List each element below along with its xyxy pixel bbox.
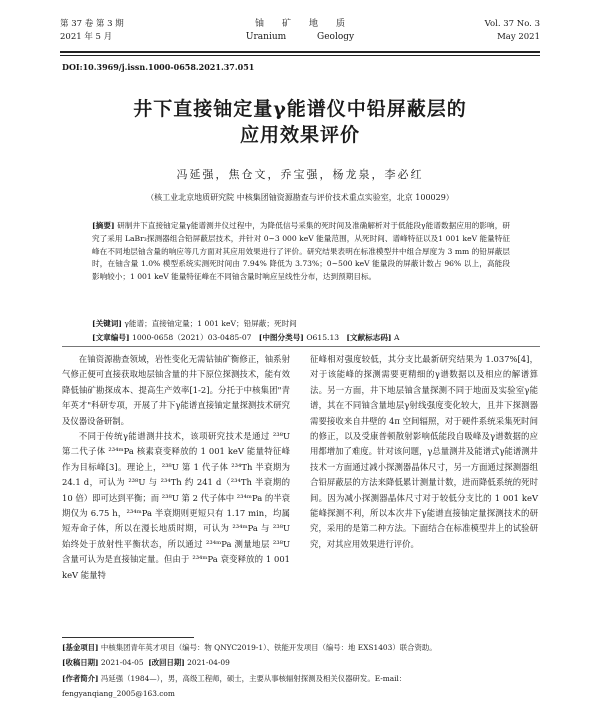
- journal-name-zh: 铀矿地质: [254, 19, 363, 29]
- doi: DOI:10.3969/j.issn.1000-0658.2021.37.051: [62, 62, 255, 72]
- author-email: fengyanqiang_2005@163.com: [62, 689, 175, 699]
- keywords-label: [关键词]: [92, 319, 122, 328]
- abstract-divider: [62, 346, 540, 347]
- author-bio-label: [作者简介]: [62, 673, 99, 683]
- header-right: [485, 18, 540, 44]
- revised-date: 2021-04-09: [187, 658, 230, 668]
- keywords: [92, 318, 510, 331]
- body-paragraph: 在铀资源勘查领域，岩性变化无需钻铀矿衡修正，铀系射气修正便可直接获取地层铀含量的井下原位探测技术，能有效降低铀矿勘探成本、提高生产效率[1-2]。分托于中核集团"青年英才"科研专项，开展了井下γ能谱直接铀定量探测技术研究及仪器设备研制。: [62, 354, 290, 426]
- date-zh: 2021 年 5 月: [60, 32, 113, 42]
- article-number-label: [文章编号]: [92, 333, 130, 342]
- author-list: 冯延强，焦仓文，乔宝强，杨龙泉，李必红: [176, 168, 424, 181]
- dates-note: [62, 655, 540, 670]
- body-paragraph: 不同于传统γ能谱测井技术，该项研究技术是通过 ²³⁸U 第二代子体 ²³⁴ᵐPa 核素衰变释放的 1 001 keV 能量特征峰作为目标峰[3]。理论上，²³⁸U 第 1 代子体 ²³⁴Th 半衰期为 24.1 d，可认为 ²³⁸U 与 ²³⁴Th 约 241 d（²³⁴Th 半衰期的 10 倍）即可达到平衡；而 ²³⁸U 第 2 代子体中 ²³⁴ᵐPa 的半衰期仅为 6.75 h，²³⁴ᵐPa 半衰期则更短只有 1.17 min，均属短寿命子体，所以在漫长地质时期，可认为 ²³⁴ᵐPa 与 ²³⁸U 始终处于放射性平衡状态，所以通过 ²³⁴ᵐPa 测量地层 ²³⁸U 含量可认为是直接铀定量。但由于 ²³⁴ᵐPa 衰变释放的 1 001 keV 能量特: [62, 431, 290, 580]
- funding-label: [基金项目]: [62, 643, 99, 652]
- abstract-text: 研制井下直接铀定量γ能谱测井仪过程中，为降低信号采集的死时间及准确解析对于低能段γ能谱数据应用的影响，研究了采用 LaBr₃探测器组合铅屏蔽层技术，并针对 0~3 000 keV 能量范围，从死时间、谱峰特征以及1 001 keV 能量特征峰在不同地层铀含量的响应等几方面对其应用效果进行了评价。研究结果表明在标准模型井中组合厚度为 3 mm 的铅屏蔽层时，在铀含量 1.0% 模型系统实测死时间由 7.94% 降低为 3.73%；0~500 keV 能量段的屏蔽计数占 96% 以上，高能段影响较小；1 001 keV 能量特征峰在不同铀含量时响应呈线性分布，达到预期目标。: [92, 221, 510, 282]
- title-line-2: 应用效果评价: [239, 124, 360, 146]
- doc-code-label: [文献标志码]: [346, 333, 392, 342]
- header-rule-thick: [60, 51, 540, 53]
- clc-number: O615.13: [306, 333, 340, 342]
- received-label: [收稿日期]: [62, 658, 99, 668]
- running-header: [60, 18, 540, 50]
- title-line-1: 井下直接铀定量γ能谱仪中铅屏蔽层的: [133, 98, 467, 120]
- doc-code: A: [393, 333, 400, 342]
- footnote-rule: [62, 637, 194, 638]
- revised-label: [改回日期]: [148, 658, 185, 668]
- funding-text: 中核集团青年英才项目（编号：物 QNYC2019-1）、铁能开发项目（编号：地 EXS1403）联合资助。: [100, 643, 437, 652]
- body-column-left: [62, 352, 290, 583]
- clc-label: [中图分类号]: [258, 333, 304, 342]
- keywords-text: γ能谱；直接铀定量；1 001 keV；铅屏蔽；死时间: [124, 319, 297, 328]
- paper-title: [60, 96, 540, 148]
- volume-zh: 第 37 卷 第 3 期: [60, 19, 124, 29]
- classification: [92, 332, 510, 345]
- article-number: 1000-0658（2021）03-0485-07: [131, 333, 252, 342]
- date-en: May 2021: [497, 32, 540, 42]
- abstract: [92, 220, 510, 284]
- header-center: [60, 18, 540, 44]
- received-date: 2021-04-05: [100, 658, 144, 668]
- body-paragraph: 征峰相对强度较低，其分支比最新研究结果为 1.037%[4]，对于该能峰的探测需要更精细的γ谱数据以及相应的解谱算法。另一方面，井下地层铀含量探测不同于地面及实验室γ能谱，其在不同铀含量地层γ射线强度变化较大，且井下探测器需要接收来自井壁的 4π 空间辐照，对于硬件系统采集死时间的修正，以及受康普顿散射影响低能段自吸峰及γ谱数据的应用都增加了难度。针对该问题，γ总量测井及能谱式γ能谱测井技术一方面通过减小探测器晶体尺寸，另一方面通过探测器组合铅屏蔽层的方法来降低累计测量计数，进而降低系统的死时间。因为减小探测器晶体尺寸对于较低分支比的 1 001 keV 能峰探测不利，所以本次井下γ能谱直接铀定量探测技术的研究，采用的是第二种方法。下面结合在标准模型井上的试验研究，对其应用效果进行评价。: [310, 354, 538, 549]
- abstract-label: [摘要]: [92, 221, 115, 230]
- body-column-right: [310, 352, 538, 552]
- author-bio: 冯延强（1984—），男，高级工程师，硕士，主要从事核辐射探测及相关仪器研发。E-mail：: [100, 673, 407, 683]
- affiliation: （核工业北京地质研究院 中核集团铀资源勘查与评价技术重点实验室，北京 100029）: [146, 193, 454, 202]
- footnotes: [62, 640, 540, 702]
- funding-note: [62, 640, 540, 655]
- volume-en: Vol. 37 No. 3: [484, 19, 540, 29]
- author-note: [62, 671, 540, 686]
- journal-name-en: Uranium Geology: [245, 32, 355, 42]
- header-rule-thin: [60, 55, 540, 56]
